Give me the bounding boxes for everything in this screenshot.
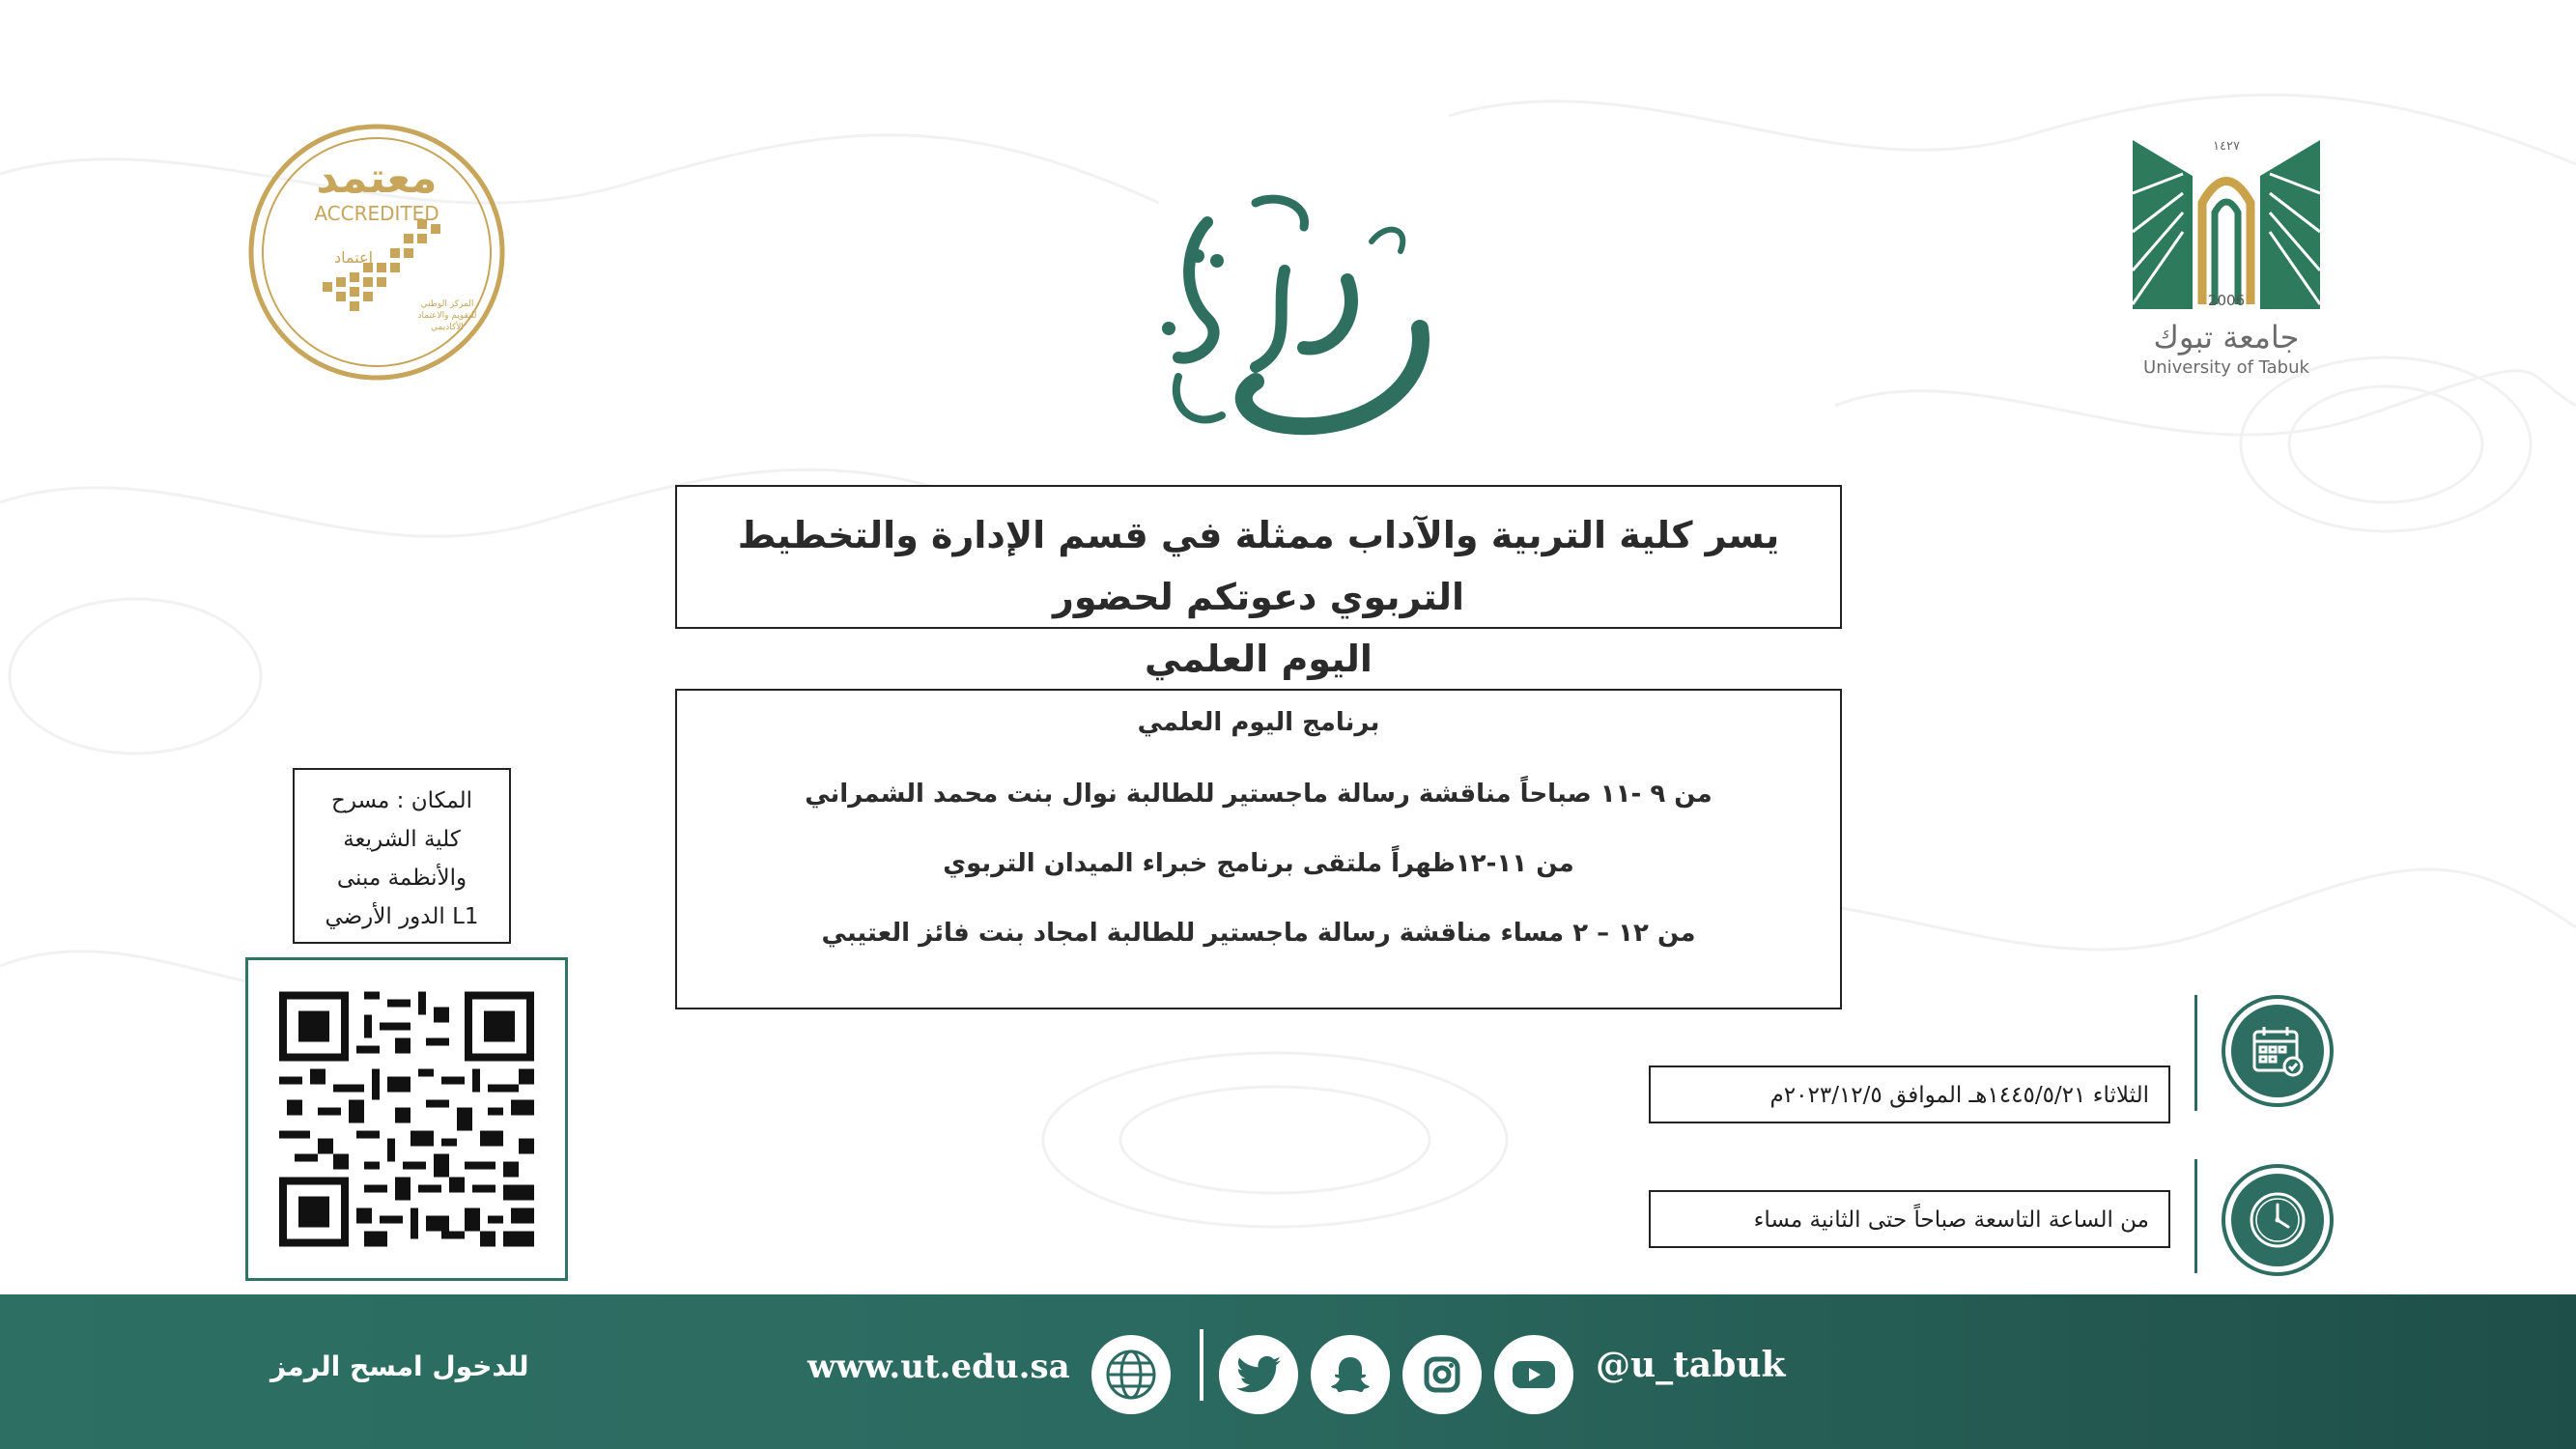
location-line: المكان : مسرح [330,788,473,813]
clock-icon [2222,1164,2334,1276]
program-item: من ١٢ – ٢ مساء مناقشة رسالة ماجستير للطالبة امجاد بنت فائز العتيبي [821,919,1696,948]
time-box [1649,1190,2170,1248]
event-time: من الساعة التاسعة صباحاً حتى الثانية مساء [1753,1208,2149,1233]
event-date: الثلاثاء ١٤٤٥/٥/٢١هـ الموافق ٢٠٢٣/١٢/٥م [1769,1083,2149,1108]
university-logo [2125,135,2328,386]
program-item: من ١١-١٢ظهراً ملتقى برنامج خبراء الميدان التربوي [943,849,1574,878]
invitation-title-box [675,485,1842,680]
calligraphy-decoration-icon [1140,184,1449,464]
accreditation-mark-ar: اعتماد [333,248,374,267]
date-box [1649,1065,2170,1123]
twitter-icon[interactable] [1219,1335,1298,1414]
accredited-en: ACCREDITED [314,202,439,225]
location-line: L1 الدور الأرضي [325,904,479,929]
date-divider [2194,995,2197,1111]
university-name-en: University of Tabuk [2143,357,2309,378]
logo-year-en: 2006 [2207,292,2246,309]
location-line: كلية الشريعة [343,827,461,852]
invitation-title-line1: يسر كلية التربية والآداب ممثلة في قسم الإدارة والتخطيط التربوي دعوتكم لحضور [737,514,1780,618]
social-handle[interactable]: @u_tabuk [1596,1345,1786,1385]
invitation-title-line2: اليوم العلمي [1145,638,1373,680]
globe-icon[interactable] [1091,1335,1171,1414]
university-name-ar: جامعة تبوك [2153,319,2300,355]
website-link[interactable]: www.ut.edu.sa [807,1348,1070,1386]
location-line: والأنظمة مبنى [336,866,467,891]
footer-divider [1200,1329,1203,1401]
program-box [675,689,1842,1009]
qr-caption: للدخول امسح الرمز [270,1350,529,1382]
logo-year-ar: ١٤٢٧ [2213,139,2240,154]
accreditation-seal [247,123,506,382]
location-box [293,768,511,944]
program-item: من ٩ -١١ صباحاً مناقشة رسالة ماجستير للطالبة نوال بنت محمد الشمراني [805,780,1713,809]
calendar-icon [2222,995,2334,1107]
snapchat-icon[interactable] [1311,1335,1390,1414]
qr-code-icon [248,960,565,1278]
invitation-calligraphy [1140,184,1449,464]
program-heading: برنامج اليوم العلمي [1137,708,1380,737]
footer-bar [0,1294,2576,1449]
instagram-icon[interactable] [1402,1335,1482,1414]
accreditation-center-ar: المركز الوطني للتقويم والاعتماد الأكاديمي [417,299,477,332]
accredited-ar: معتمد [316,154,438,203]
time-divider [2194,1159,2197,1273]
youtube-icon[interactable] [1494,1335,1573,1414]
university-emblem-icon [2125,135,2328,314]
qr-code[interactable] [245,957,568,1281]
